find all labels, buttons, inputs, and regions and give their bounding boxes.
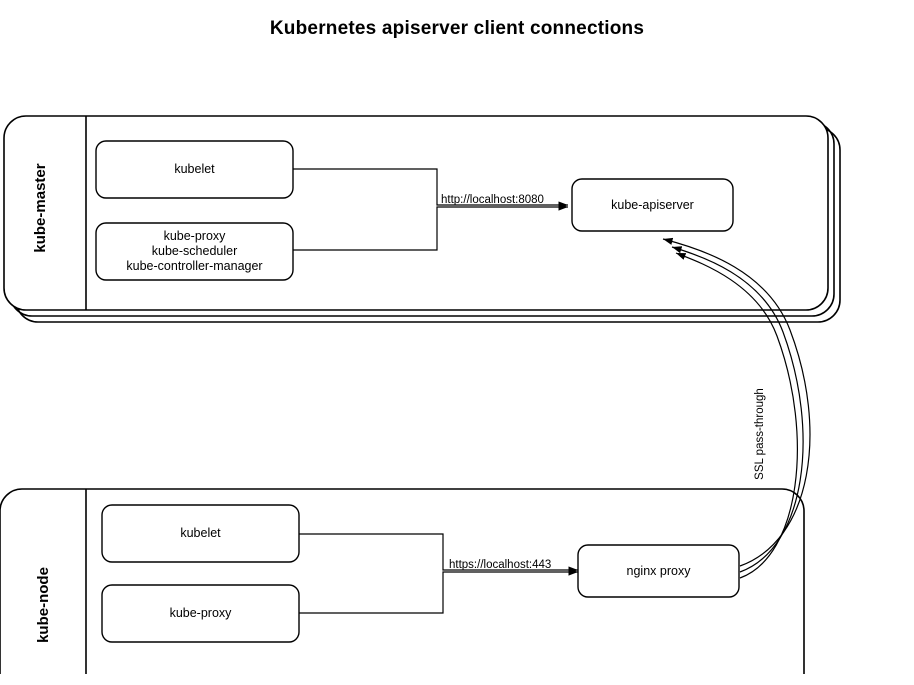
label-master-kube-proxy-scheduler-controller: kube-proxy kube-scheduler kube-controller-manager: [126, 229, 263, 273]
edge-label-http-localhost-8080: http://localhost:8080: [441, 194, 544, 206]
box-node-kubelet: [102, 505, 299, 562]
box-node-kube-proxy: [102, 585, 299, 642]
group-label-kube-master: kube-master: [31, 163, 49, 253]
edge-label-ssl-pass-through: SSL pass-through: [754, 388, 766, 480]
box-master-kube-apiserver: [572, 179, 733, 231]
edge-label-https-localhost-443: https://localhost:443: [449, 559, 552, 571]
box-master-kubelet: [96, 141, 293, 198]
label-master-kubelet: kubelet: [174, 162, 215, 176]
label-master-kube-apiserver: kube-apiserver: [611, 197, 694, 212]
label-node-kubelet: kubelet: [180, 526, 221, 540]
box-master-kube-proxy-scheduler-controller: [96, 223, 293, 280]
group-label-kube-node: kube-node: [34, 567, 52, 643]
label-node-kube-proxy: kube-proxy: [169, 606, 232, 620]
page-title: Kubernetes apiserver client connections: [269, 18, 645, 39]
label-node-nginx-proxy: nginx proxy: [626, 563, 691, 578]
box-node-nginx-proxy: [578, 545, 739, 597]
